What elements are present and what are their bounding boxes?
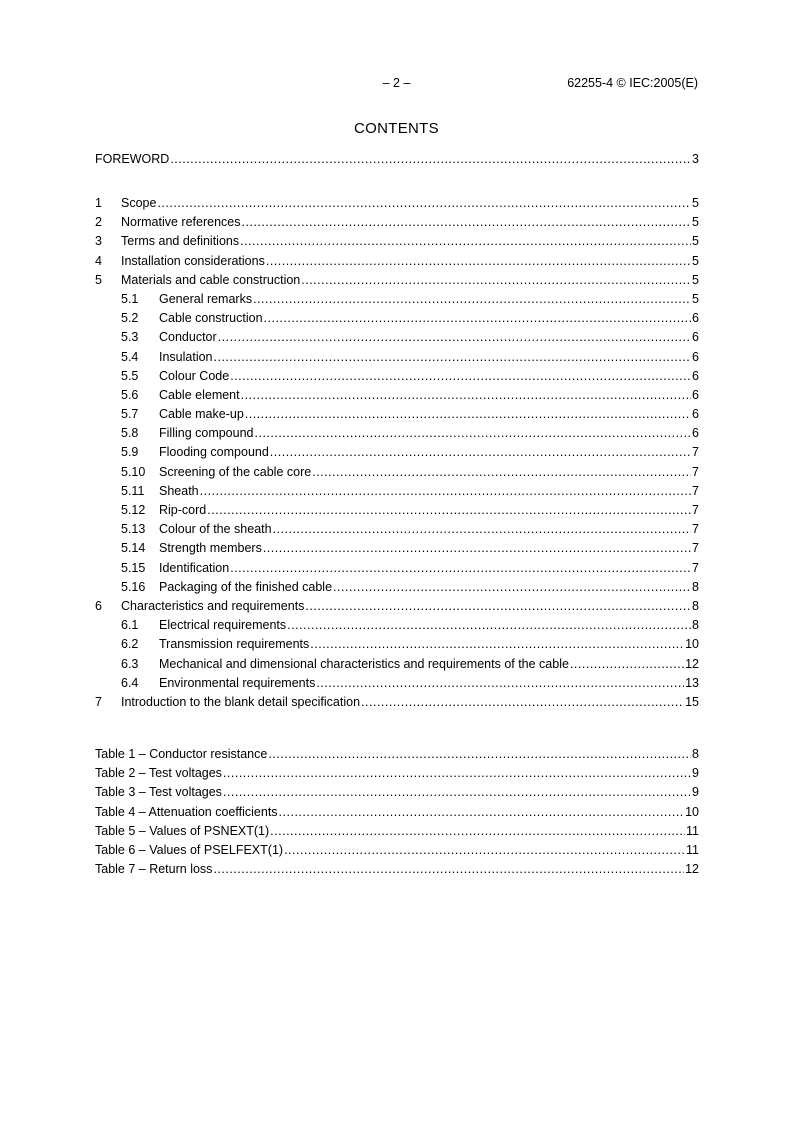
toc-entry-number: 6.2 (121, 637, 139, 652)
dot-leader (223, 764, 691, 783)
toc-table-entry[interactable] (95, 841, 699, 860)
dot-leader (240, 232, 691, 251)
toc-entry-page: 7 (692, 560, 699, 575)
toc-entry-number: 6.1 (121, 618, 139, 633)
dot-leader (316, 674, 684, 693)
toc-entry-page: 9 (692, 766, 699, 781)
toc-entry-number: 5.11 (121, 483, 145, 498)
toc-entry-label: Normative references (121, 215, 241, 230)
toc-entry-label: Scope (121, 196, 157, 210)
toc-entry-label: Screening of the cable core (159, 464, 312, 479)
page-number: – 2 – (382, 76, 411, 90)
toc-section-entry[interactable] (95, 539, 699, 558)
toc-tables (95, 745, 699, 879)
toc-entry-page: 9 (692, 785, 699, 800)
toc-entry-page: 5 (692, 272, 699, 287)
dot-leader (270, 443, 691, 462)
toc-entry-number: 6 (95, 598, 102, 613)
toc-section-entry[interactable] (95, 424, 699, 443)
toc-entry-number: 5.3 (121, 330, 139, 345)
foreword-entry-block (95, 150, 699, 169)
toc-section-entry[interactable] (95, 443, 699, 462)
toc-section-entry[interactable] (95, 635, 699, 654)
toc-entry-number: 5.8 (121, 426, 139, 441)
toc-section-entry[interactable] (95, 328, 699, 347)
toc-entry-number: 3 (95, 234, 102, 249)
toc-table-entry[interactable] (95, 764, 699, 783)
dot-leader (253, 290, 691, 309)
toc-sections (95, 194, 699, 712)
toc-entry-label: Table 3 – Test voltages (95, 785, 222, 800)
toc-section-entry[interactable] (95, 559, 699, 578)
dot-leader (301, 271, 691, 290)
toc-entry-number: 5.6 (121, 387, 139, 402)
dot-leader (223, 783, 691, 802)
toc-entry-label: Materials and cable construction (121, 272, 301, 287)
toc-entry-foreword[interactable] (95, 150, 699, 169)
toc-section-entry[interactable] (95, 597, 699, 616)
toc-section-entry[interactable] (95, 655, 699, 674)
toc-section-entry[interactable] (95, 232, 699, 251)
toc-entry-label: Flooding compound (159, 445, 269, 460)
toc-entry-page: 11 (686, 842, 699, 857)
dot-leader (312, 463, 691, 482)
toc-section-entry[interactable] (95, 405, 699, 424)
toc-entry-number: 7 (95, 694, 102, 709)
toc-entry-page: 8 (692, 598, 699, 613)
toc-entry-label: Insulation (159, 349, 213, 364)
toc-entry-page: 10 (685, 637, 699, 652)
toc-section-entry[interactable] (95, 367, 699, 386)
toc-entry-page: 6 (692, 368, 699, 383)
toc-entry-label: Characteristics and requirements (121, 598, 305, 613)
dot-leader (170, 150, 691, 169)
toc-section-entry[interactable] (95, 616, 699, 635)
toc-entry-number: 1 (95, 196, 102, 210)
toc-entry-number: 5.14 (121, 541, 146, 556)
toc-entry-label: Environmental requirements (159, 675, 316, 690)
dot-leader (279, 803, 685, 822)
dot-leader (310, 635, 684, 654)
toc-entry-label: Introduction to the blank detail specification (121, 694, 361, 709)
toc-entry-page: 5 (692, 215, 699, 230)
toc-section-entry[interactable] (95, 194, 699, 213)
toc-entry-page: 5 (692, 234, 699, 249)
toc-section-entry[interactable] (95, 463, 699, 482)
toc-entry-label: Mechanical and dimensional characteristics and requirements of the cable (159, 656, 569, 671)
toc-entry-label: Cable construction (159, 311, 263, 326)
toc-entry-label: Packaging of the finished cable (159, 579, 333, 594)
toc-entry-page: 11 (686, 823, 699, 838)
toc-entry-number: 6.4 (121, 675, 139, 690)
dot-leader (273, 520, 691, 539)
toc-section-entry[interactable] (95, 578, 699, 597)
toc-entry-label: Cable make-up (159, 407, 244, 422)
toc-entry-number: 5.2 (121, 311, 139, 326)
toc-entry-label: Installation considerations (121, 253, 265, 268)
toc-entry-number: 5.9 (121, 445, 139, 460)
toc-entry-page: 6 (692, 330, 699, 345)
toc-table-entry[interactable] (95, 783, 699, 802)
dot-leader (218, 328, 691, 347)
toc-entry-label: Colour Code (159, 368, 230, 383)
toc-entry-number: 5.1 (121, 291, 139, 306)
toc-entry-page: 12 (685, 656, 699, 671)
toc-entry-page: 6 (692, 311, 699, 326)
toc-entry-label: Table 2 – Test voltages (95, 766, 222, 781)
toc-entry-page: 6 (692, 387, 699, 402)
dot-leader (268, 745, 691, 764)
toc-entry-page: 8 (692, 618, 699, 633)
toc-entry-number: 5.4 (121, 349, 139, 364)
toc-section-entry[interactable] (95, 693, 699, 712)
dot-leader (214, 348, 692, 367)
toc-entry-number: 5 (95, 272, 102, 287)
toc-entry-label: Cable element (159, 387, 240, 402)
dot-leader (264, 309, 692, 328)
dot-leader (333, 578, 691, 597)
toc-entry-number: 2 (95, 215, 102, 230)
dot-leader (245, 405, 691, 424)
toc-entry-page: 7 (692, 483, 699, 498)
toc-entry-number: 6.3 (121, 656, 139, 671)
toc-entry-page: 7 (692, 522, 699, 537)
toc-entry-page: 13 (685, 675, 699, 690)
toc-section-entry[interactable] (95, 674, 699, 693)
dot-leader (200, 482, 691, 501)
dot-leader (284, 841, 685, 860)
toc-entry-number: 5.13 (121, 522, 146, 537)
toc-section-entry[interactable] (95, 482, 699, 501)
toc-entry-label: Identification (159, 560, 230, 575)
toc-entry-page: 6 (692, 407, 699, 422)
toc-entry-page: 7 (692, 464, 699, 479)
toc-table-entry[interactable] (95, 822, 699, 841)
toc-entry-page: 5 (692, 253, 699, 268)
toc-entry-number: 5.16 (121, 579, 146, 594)
toc-section-entry[interactable] (95, 309, 699, 328)
toc-entry-label: Rip-cord (159, 503, 207, 517)
toc-entry-label: Table 7 – Return loss (95, 862, 213, 877)
dot-leader (270, 822, 685, 841)
toc-section-entry[interactable] (95, 213, 699, 232)
dot-leader (361, 693, 684, 712)
dot-leader (266, 252, 691, 271)
dot-leader (213, 860, 684, 879)
dot-leader (242, 213, 692, 232)
toc-entry-label: Table 1 – Conductor resistance (95, 747, 268, 761)
toc-entry-page: 7 (692, 503, 699, 517)
toc-entry-number: 4 (95, 253, 102, 268)
toc-table-entry[interactable] (95, 745, 699, 764)
toc-entry-page: 6 (692, 349, 699, 364)
toc-entry-number: 5.7 (121, 407, 139, 422)
toc-entry-page: 6 (692, 426, 699, 441)
toc-entry-label: Table 5 – Values of PSNEXT(1) (95, 823, 270, 838)
dot-leader (230, 367, 691, 386)
toc-entry-page: 5 (692, 196, 699, 210)
toc-entry-page: 7 (692, 541, 699, 556)
dot-leader (230, 559, 691, 578)
toc-section-entry[interactable] (95, 290, 699, 309)
toc-section-entry[interactable] (95, 520, 699, 539)
dot-leader (241, 386, 691, 405)
toc-entry-number: 5.15 (121, 560, 146, 575)
toc-entry-label: Transmission requirements (159, 637, 310, 652)
toc-entry-number: 5.5 (121, 368, 139, 383)
dot-leader (157, 194, 691, 213)
toc-entry-label: FOREWORD (95, 152, 170, 166)
toc-entry-page: 10 (685, 804, 699, 819)
dot-leader (207, 501, 691, 520)
toc-entry-page: 15 (685, 694, 699, 709)
dot-leader (287, 616, 691, 635)
toc-entry-label: Sheath (159, 483, 199, 498)
toc-section-entry[interactable] (95, 386, 699, 405)
dot-leader (255, 424, 692, 443)
toc-entry-label: Terms and definitions (121, 234, 240, 249)
toc-entry-page: 5 (692, 291, 699, 306)
toc-entry-label: Colour of the sheath (159, 522, 272, 537)
page-title: CONTENTS (354, 120, 439, 137)
toc-table-entry[interactable] (95, 803, 699, 822)
toc-entry-page: 8 (692, 747, 699, 761)
toc-entry-page: 8 (692, 579, 699, 594)
toc-table-entry[interactable] (95, 860, 699, 879)
toc-section-entry[interactable] (95, 348, 699, 367)
toc-entry-page: 7 (692, 445, 699, 460)
dot-leader (570, 655, 684, 674)
toc-entry-number: 5.12 (121, 503, 146, 517)
toc-entry-label: Filling compound (159, 426, 254, 441)
toc-section-entry[interactable] (95, 271, 699, 290)
toc-entry-label: Electrical requirements (159, 618, 287, 633)
toc-entry-number: 5.10 (121, 464, 146, 479)
document-reference: 62255-4 © IEC:2005(E) (567, 76, 698, 90)
toc-entry-label: General remarks (159, 291, 253, 306)
toc-entry-label: Strength members (159, 541, 262, 556)
toc-section-entry[interactable] (95, 501, 699, 520)
toc-entry-label: Conductor (159, 330, 217, 345)
dot-leader (263, 539, 691, 558)
dot-leader (305, 597, 691, 616)
toc-entry-label: Table 4 – Attenuation coefficients (95, 804, 278, 819)
toc-entry-label: Table 6 – Values of PSELFEXT(1) (95, 842, 284, 857)
toc-entry-page: 3 (692, 152, 699, 166)
toc-section-entry[interactable] (95, 252, 699, 271)
toc-entry-page: 12 (685, 862, 699, 877)
